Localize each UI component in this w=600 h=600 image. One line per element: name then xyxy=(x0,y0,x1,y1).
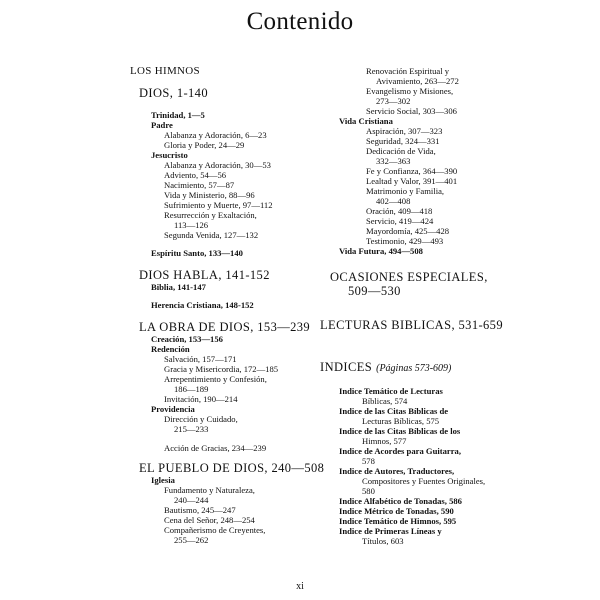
toc-entry-text: 273—302 xyxy=(376,96,411,106)
toc-entry xyxy=(318,226,518,236)
toc-entry xyxy=(130,495,335,505)
toc-entry-text: 240—244 xyxy=(174,495,209,505)
toc-entry xyxy=(318,76,518,86)
toc-entry-text: Invitación, 190—214 xyxy=(164,394,238,404)
toc-entry xyxy=(130,414,335,424)
toc-entry-text: Nacimiento, 57—87 xyxy=(164,180,235,190)
toc-entry xyxy=(130,170,335,180)
toc-entry-text: Evangelismo y Misiones, xyxy=(366,86,454,96)
toc-entry-text: DIOS, 1-140 xyxy=(139,86,208,100)
toc-entry-text: 186—189 xyxy=(174,384,209,394)
toc-entry xyxy=(318,526,518,536)
toc-entry xyxy=(318,536,518,546)
toc-entry-text: Servicio, 419—424 xyxy=(366,216,434,226)
toc-entry-text: Aspiración, 307—323 xyxy=(366,126,443,136)
toc-entry-text: 578 xyxy=(362,456,375,466)
toc-entry-text: Padre xyxy=(151,120,173,130)
toc-entry-text: Alabanza y Adoración, 6—23 xyxy=(164,130,267,140)
toc-entry xyxy=(130,525,335,535)
toc-entry xyxy=(318,236,518,246)
toc-entry xyxy=(130,404,335,414)
toc-entry-text: Fe y Confianza, 364—390 xyxy=(366,166,458,176)
toc-entry-text: Biblia, 141-147 xyxy=(151,282,206,292)
toc-entry xyxy=(130,210,335,220)
toc-section-heading xyxy=(130,66,335,76)
toc-left-column xyxy=(130,66,335,545)
toc-entry-text: Adviento, 54—56 xyxy=(164,170,227,180)
toc-entry xyxy=(130,190,335,200)
toc-entry-text: 580 xyxy=(362,486,375,496)
toc-entry-text: LA OBRA DE DIOS, 153—239 xyxy=(139,320,311,334)
toc-entry-text: Resurrección y Exaltación, xyxy=(164,210,257,220)
toc-entry xyxy=(318,126,518,136)
toc-entry xyxy=(318,456,518,466)
toc-entry-text: Compositores y Fuentes Originales, xyxy=(362,476,486,486)
toc-entry xyxy=(130,140,335,150)
toc-section-heading xyxy=(318,318,518,332)
toc-entry-text: Servicio Social, 303—306 xyxy=(366,106,457,116)
toc-entry-text: Renovación Espiritual y xyxy=(366,66,450,76)
toc-entry xyxy=(130,443,335,453)
toc-entry xyxy=(130,374,335,384)
toc-entry-text: Trinidad, 1—5 xyxy=(151,110,205,120)
toc-entry-text: 402—408 xyxy=(376,196,411,206)
toc-entry xyxy=(130,150,335,160)
toc-entry xyxy=(130,220,335,230)
toc-entry xyxy=(318,406,518,416)
toc-entry-text: Testimonio, 429—493 xyxy=(366,236,444,246)
toc-entry xyxy=(318,106,518,116)
toc-entry xyxy=(130,354,335,364)
toc-entry-text: Seguridad, 324—331 xyxy=(366,136,440,146)
toc-section-heading xyxy=(318,360,518,376)
toc-entry xyxy=(318,476,518,486)
toc-entry-text: Mayordomía, 425—428 xyxy=(366,226,450,236)
toc-entry xyxy=(318,496,518,506)
toc-entry xyxy=(130,120,335,130)
toc-entry-text: Acción de Gracias, 234—239 xyxy=(164,443,267,453)
toc-entry xyxy=(130,160,335,170)
toc-entry xyxy=(130,130,335,140)
toc-entry-text: Vida Cristiana xyxy=(339,116,393,126)
toc-entry xyxy=(318,506,518,516)
toc-section-heading xyxy=(130,86,335,100)
toc-entry xyxy=(318,146,518,156)
toc-entry xyxy=(318,486,518,496)
toc-entry-text: Indice de las Citas Bíblicas de los xyxy=(339,426,461,436)
toc-entry xyxy=(130,200,335,210)
toc-section-heading xyxy=(318,270,518,284)
toc-entry xyxy=(318,86,518,96)
toc-entry-text: Indice de las Citas Bíblicas de xyxy=(339,406,449,416)
page-title: Contenido xyxy=(246,8,354,35)
toc-entry xyxy=(318,96,518,106)
toc-entry-text: EL PUEBLO DE DIOS, 240—508 xyxy=(139,461,325,475)
toc-entry-text: Jesucristo xyxy=(151,150,188,160)
toc-entry-text: INDICES xyxy=(320,360,373,374)
toc-entry xyxy=(130,485,335,495)
toc-entry xyxy=(130,424,335,434)
toc-entry xyxy=(318,426,518,436)
toc-right-column xyxy=(318,66,518,546)
toc-entry-text: Cena del Señor, 248—254 xyxy=(164,515,255,525)
toc-entry-text: 255—262 xyxy=(174,535,209,545)
toc-entry xyxy=(318,186,518,196)
toc-entry xyxy=(318,446,518,456)
toc-entry xyxy=(318,516,518,526)
toc-entry xyxy=(130,505,335,515)
toc-entry-text: Arrepentimiento y Confesión, xyxy=(164,374,267,384)
toc-entry-text: OCASIONES ESPECIALES, xyxy=(330,270,488,284)
toc-entry xyxy=(318,206,518,216)
toc-entry-text: Segunda Venida, 127—132 xyxy=(164,230,259,240)
toc-entry xyxy=(130,394,335,404)
toc-entry-text: Indice Métrico de Tonadas, 590 xyxy=(339,506,454,516)
toc-entry xyxy=(318,196,518,206)
toc-entry xyxy=(130,515,335,525)
toc-entry-text: Sufrimiento y Muerte, 97—112 xyxy=(164,200,273,210)
page-number: xi xyxy=(296,581,304,592)
toc-entry-text: Matrimonio y Familia, xyxy=(366,186,445,196)
toc-entry-text: Dirección y Cuidado, xyxy=(164,414,238,424)
toc-entry-text: Providencia xyxy=(151,404,195,414)
toc-entry-text: Alabanza y Adoración, 30—53 xyxy=(164,160,271,170)
toc-entry-text: Espíritu Santo, 133—140 xyxy=(151,248,243,258)
toc-entry-text: Herencia Cristiana, 148-152 xyxy=(151,300,254,310)
toc-entry-text: Bautismo, 245—247 xyxy=(164,505,236,515)
toc-entry-text: Vida y Ministerio, 88—96 xyxy=(164,190,255,200)
toc-entry-text: Avivamiento, 263—272 xyxy=(376,76,459,86)
toc-entry xyxy=(130,384,335,394)
toc-entry xyxy=(130,230,335,240)
toc-entry xyxy=(130,110,335,120)
toc-entry xyxy=(130,180,335,190)
toc-entry xyxy=(318,216,518,226)
toc-entry xyxy=(318,416,518,426)
toc-entry xyxy=(318,166,518,176)
toc-entry-text: Vida Futura, 494—508 xyxy=(339,246,423,256)
toc-entry-text: Lecturas Bíblicas, 575 xyxy=(362,416,440,426)
toc-entry-text: Oración, 409—418 xyxy=(366,206,433,216)
toc-entry-text: Dedicación de Vida, xyxy=(366,146,436,156)
toc-entry-text: Títulos, 603 xyxy=(362,536,404,546)
toc-entry-text: Himnos, 577 xyxy=(362,436,407,446)
toc-entry-text: Compañerismo de Creyentes, xyxy=(164,525,266,535)
toc-entry xyxy=(130,535,335,545)
toc-entry-text: 509—530 xyxy=(348,284,401,298)
toc-entry-text: Salvación, 157—171 xyxy=(164,354,237,364)
toc-entry-text: Gloria y Poder, 24—29 xyxy=(164,140,245,150)
toc-section-heading xyxy=(130,268,335,282)
toc-entry-text: 113—126 xyxy=(174,220,209,230)
toc-entry-text: 332—363 xyxy=(376,156,411,166)
toc-entry-text: Indice de Acordes para Guitarra, xyxy=(339,446,461,456)
toc-entry xyxy=(318,116,518,126)
toc-entry-text: Creación, 153—156 xyxy=(151,334,223,344)
toc-entry xyxy=(318,136,518,146)
toc-entry-text: Indice de Autores, Traductores, xyxy=(339,466,455,476)
toc-entry xyxy=(130,344,335,354)
toc-section-heading xyxy=(318,284,518,298)
toc-entry-text: Indice Temático de Himnos, 595 xyxy=(339,516,457,526)
toc-entry xyxy=(318,156,518,166)
toc-entry-note: (Páginas 573-609) xyxy=(376,363,452,374)
toc-entry-text: 215—233 xyxy=(174,424,209,434)
toc-entry-text: Indice Alfabético de Tonadas, 586 xyxy=(339,496,462,506)
toc-entry xyxy=(318,386,518,396)
toc-section-heading xyxy=(130,320,335,334)
toc-entry-text: Indice de Primeras Líneas y xyxy=(339,526,442,536)
toc-entry-text: Iglesia xyxy=(151,475,175,485)
toc-entry xyxy=(318,246,518,256)
toc-entry-text: Bíblicas, 574 xyxy=(362,396,408,406)
toc-entry xyxy=(130,364,335,374)
toc-entry-text: DIOS HABLA, 141-152 xyxy=(139,268,270,282)
toc-entry-text: Fundamento y Naturaleza, xyxy=(164,485,255,495)
toc-entry xyxy=(130,300,335,310)
toc-entry xyxy=(130,475,335,485)
toc-entry-text: Redención xyxy=(151,344,190,354)
toc-entry xyxy=(318,176,518,186)
toc-entry xyxy=(318,436,518,446)
toc-section-heading xyxy=(130,461,335,475)
toc-entry xyxy=(318,396,518,406)
toc-entry-text: Indice Temático de Lecturas xyxy=(339,386,443,396)
toc-entry xyxy=(318,466,518,476)
toc-entry xyxy=(130,334,335,344)
toc-entry-text: Gracia y Misericordia, 172—185 xyxy=(164,364,279,374)
toc-entry-text: LECTURAS BIBLICAS, 531-659 xyxy=(320,318,503,332)
toc-entry-text: Lealtad y Valor, 391—401 xyxy=(366,176,458,186)
toc-entry-text: LOS HIMNOS xyxy=(130,65,200,77)
toc-entry xyxy=(318,66,518,76)
toc-entry xyxy=(130,248,335,258)
toc-entry xyxy=(130,282,335,292)
